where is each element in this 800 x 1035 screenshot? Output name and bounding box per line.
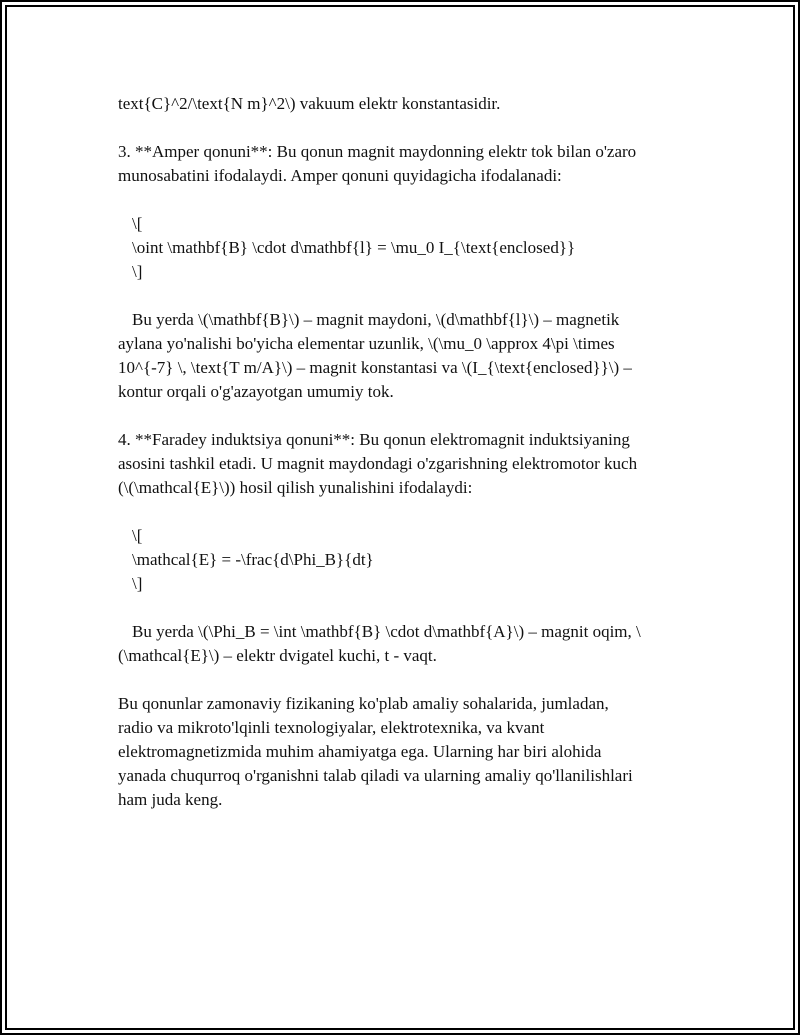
text-line: elektromagnetizmida muhim ahamiyatga ega. Ularning har biri alohida (118, 742, 602, 761)
paragraph-gap (118, 596, 690, 620)
formula-line: \] (132, 262, 143, 281)
formula-faraday (118, 524, 690, 596)
text-line: 10^{-7} \, \text{T m/A}\) – magnit konstantasi va \(I_{\text{enclosed}}\) – (118, 358, 632, 377)
text-line: munosabatini ifodalaydi. Amper qonuni quyidagicha ifodalanadi: (118, 166, 562, 185)
text-line: aylana yo'nalishi bo'yicha elementar uzunlik, \(\mu_0 \approx 4\pi \times (118, 334, 615, 353)
text-line: (\mathcal{E}\) – elektr dvigatel kuchi, t - vaqt. (118, 646, 437, 665)
text-line: Bu yerda \(\mathbf{B}\) – magnit maydoni, \(d\mathbf{l}\) – magnetik (132, 310, 620, 329)
text-line: Bu yerda \(\Phi_B = \int \mathbf{B} \cdot d\mathbf{A}\) – magnit oqim, \ (132, 622, 641, 641)
formula-line: \[ (132, 526, 143, 545)
formula-ampere (118, 212, 690, 284)
paragraph-faraday-intro (118, 428, 690, 500)
document-body (118, 92, 690, 812)
paragraph-ampere-intro (118, 140, 690, 188)
paragraph-ampere-explain (118, 308, 690, 404)
formula-line: \oint \mathbf{B} \cdot d\mathbf{l} = \mu_0 I_{\text{enclosed}} (132, 238, 576, 257)
text-line: (\(\mathcal{E}\)) hosil qilish yunalishini ifodalaydi: (118, 478, 473, 497)
paragraph-continuation (118, 92, 690, 116)
formula-line: \] (132, 574, 143, 593)
text-line: ham juda keng. (118, 790, 223, 809)
paragraph-gap (118, 668, 690, 692)
text-line: yanada chuqurroq o'rganishni talab qiladi va ularning amaliy qo'llanilishlari (118, 766, 633, 785)
paragraph-gap (118, 188, 690, 212)
paragraph-conclusion (118, 692, 690, 812)
paragraph-faraday-explain (118, 620, 690, 668)
text-line: 4. **Faradey induktsiya qonuni**: Bu qonun elektromagnit induktsiyaning (118, 430, 630, 449)
paragraph-gap (118, 404, 690, 428)
text-line: kontur orqali o'g'azayotgan umumiy tok. (118, 382, 394, 401)
paragraph-gap (118, 116, 690, 140)
text-line: radio va mikroto'lqinli texnologiyalar, elektrotexnika, va kvant (118, 718, 545, 737)
text-line: asosini tashkil etadi. U magnit maydondagi o'zgarishning elektromotor kuch (118, 454, 638, 473)
text-line: Bu qonunlar zamonaviy fizikaning ko'plab amaliy sohalarida, jumladan, (118, 694, 609, 713)
paragraph-gap (118, 500, 690, 524)
paragraph-gap (118, 284, 690, 308)
text-line: 3. **Amper qonuni**: Bu qonun magnit maydonning elektr tok bilan o'zaro (118, 142, 637, 161)
formula-line: \mathcal{E} = -\frac{d\Phi_B}{dt} (132, 550, 374, 569)
formula-line: \[ (132, 214, 143, 233)
text-line: text{C}^2/\text{N m}^2\) vakuum elektr konstantasidir. (118, 94, 501, 113)
